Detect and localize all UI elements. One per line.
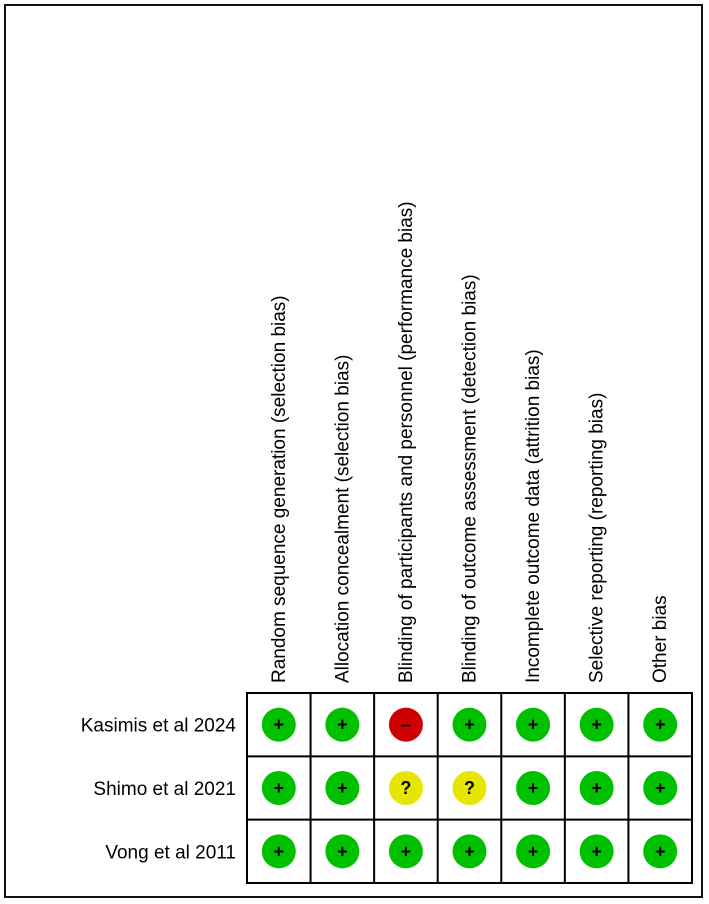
judgement-symbol: +	[337, 714, 348, 735]
judgement-symbol: +	[527, 777, 539, 798]
judgement-symbol: –	[400, 714, 411, 735]
judgement-symbol: ?	[463, 777, 475, 798]
judgement-symbol: +	[464, 714, 475, 735]
judgement-symbol: +	[654, 777, 666, 798]
judgement-symbol: +	[654, 714, 666, 735]
judgement-symbol: +	[337, 777, 348, 798]
judgement-symbol: +	[527, 841, 539, 862]
judgement-symbol: +	[591, 714, 602, 735]
domain-header: Incomplete outcome data (attrition bias)	[523, 349, 545, 683]
judgement-symbol: ?	[400, 777, 412, 798]
judgement-symbol: +	[273, 714, 285, 735]
study-label: Shimo et al 2021	[93, 778, 236, 800]
judgement-symbol: +	[591, 777, 602, 798]
domain-header: Other bias	[650, 595, 672, 683]
study-label: Kasimis et al 2024	[80, 715, 236, 737]
judgement-grid	[247, 693, 692, 883]
domain-headers	[269, 201, 671, 683]
judgement-symbol: +	[654, 841, 666, 862]
judgement-symbol: +	[400, 841, 412, 862]
judgement-symbol: +	[337, 841, 348, 862]
domain-header: Blinding of outcome assessment (detection bias)	[459, 274, 481, 683]
judgement-symbol: +	[527, 714, 539, 735]
study-label: Vong et al 2011	[105, 842, 236, 864]
study-labels	[81, 716, 237, 864]
judgement-symbol: +	[273, 841, 285, 862]
domain-header: Blinding of participants and personnel (performance bias)	[395, 201, 417, 683]
domain-header: Random sequence generation (selection bias)	[268, 295, 290, 683]
judgement-symbol: +	[464, 841, 475, 862]
judgement-symbol: +	[591, 841, 602, 862]
domain-header: Selective reporting (reporting bias)	[586, 392, 608, 683]
domain-header: Allocation concealment (selection bias)	[332, 354, 354, 683]
judgement-symbol: +	[273, 777, 285, 798]
